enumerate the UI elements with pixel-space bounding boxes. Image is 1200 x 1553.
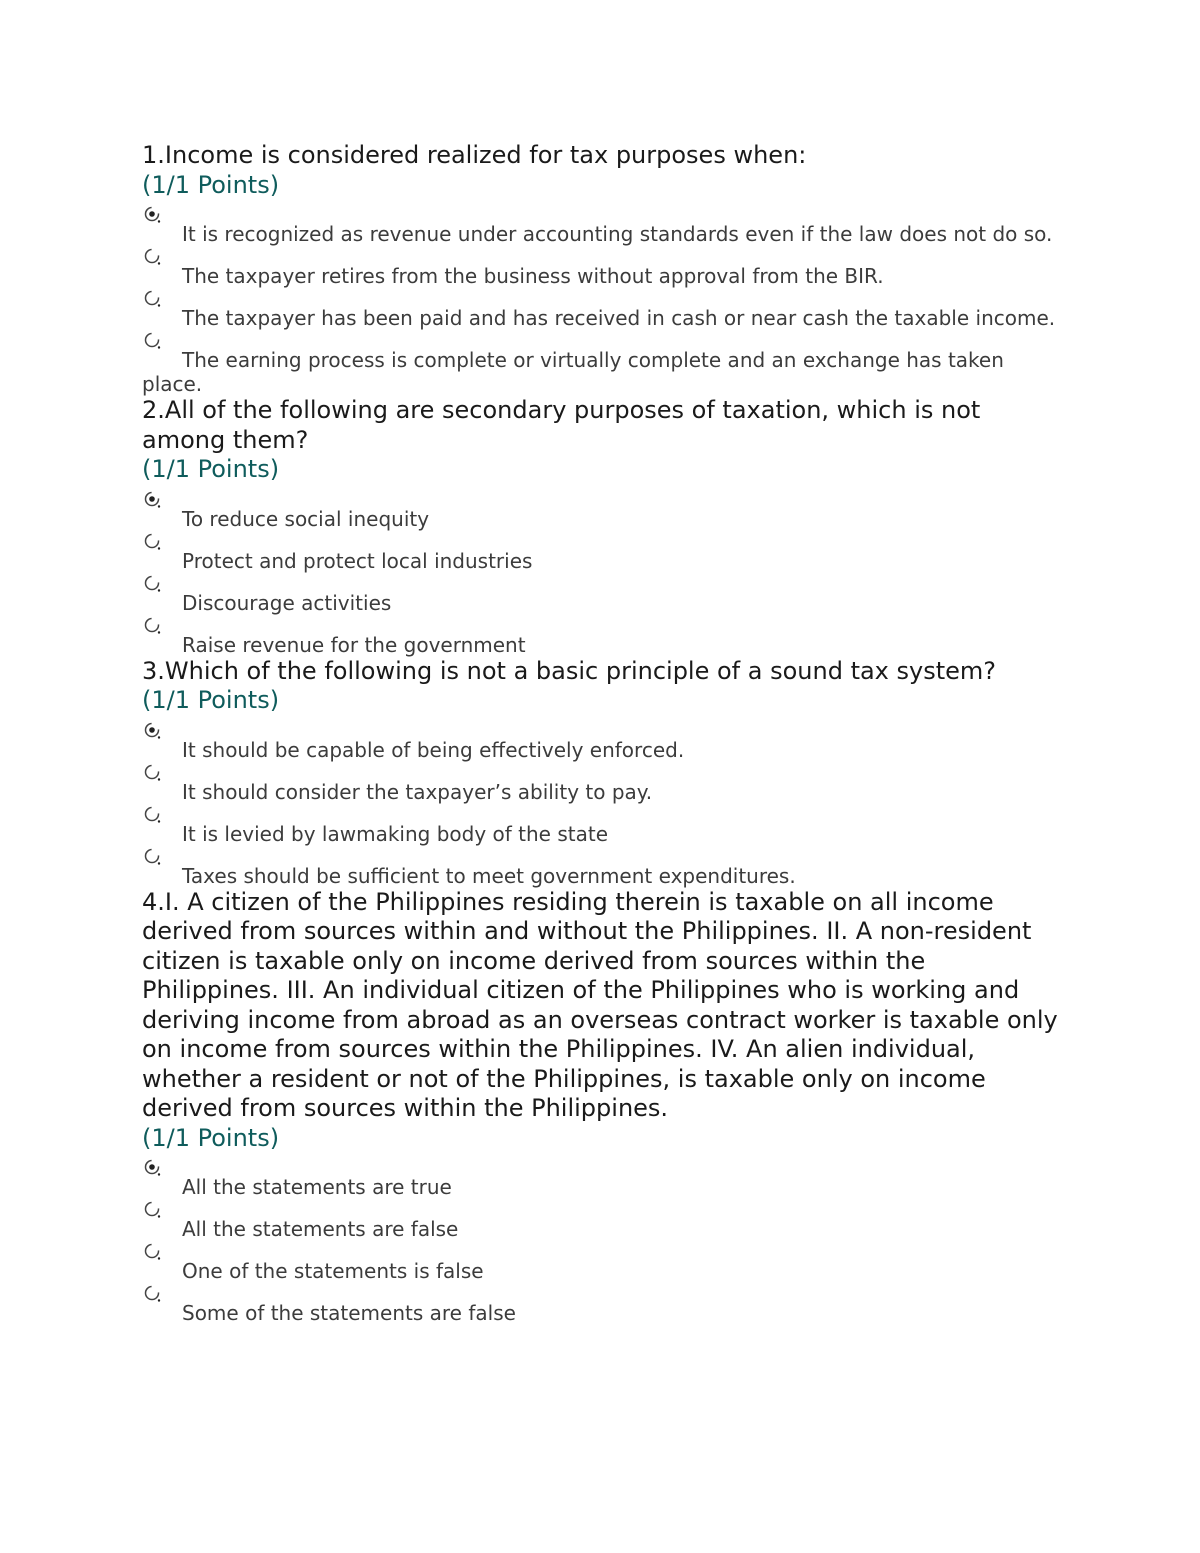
- radio-unchecked-icon[interactable]: [144, 332, 162, 350]
- option-radio[interactable]: [142, 804, 1062, 846]
- question-text: 3.Which of the following is not a basic principle of a sound tax system?: [142, 656, 997, 685]
- option-label: Protect and protect local industries: [182, 548, 533, 573]
- option-label: The taxpayer retires from the business without approval from the BIR.: [182, 264, 884, 288]
- option-radio[interactable]: [142, 1283, 1062, 1325]
- option-label: The earning process is complete or virtually complete and an exchange has taken place.: [142, 348, 1004, 396]
- option-radio[interactable]: [142, 615, 1062, 657]
- option-radio[interactable]: [142, 846, 1062, 888]
- option-radio[interactable]: [142, 288, 1062, 330]
- option-label: Raise revenue for the government: [182, 632, 526, 657]
- radio-checked-icon[interactable]: [144, 206, 162, 224]
- option-label: To reduce social inequity: [182, 506, 430, 531]
- option-radio[interactable]: [142, 246, 1062, 288]
- option-label: All the statements are false: [182, 1217, 459, 1241]
- option-label: One of the statements is false: [182, 1259, 484, 1283]
- radio-unchecked-icon[interactable]: [144, 1201, 162, 1219]
- points-label: (1/1 Points): [142, 170, 280, 199]
- question-text: 1.Income is considered realized for tax purposes when:: [142, 141, 807, 169]
- option-label: All the statements are true: [182, 1175, 452, 1199]
- radio-unchecked-icon[interactable]: [144, 848, 162, 866]
- question-3: [142, 657, 1062, 888]
- points-label: (1/1 Points): [142, 455, 280, 483]
- option-radio-selected[interactable]: [142, 720, 1062, 762]
- radio-unchecked-icon[interactable]: [144, 1285, 162, 1303]
- option-label: The taxpayer has been paid and has received in cash or near cash the taxable income.: [182, 306, 1056, 330]
- radio-checked-icon[interactable]: [144, 1159, 162, 1177]
- option-radio[interactable]: [142, 1199, 1062, 1241]
- option-radio[interactable]: [142, 330, 1062, 396]
- option-label: Discourage activities: [182, 590, 392, 615]
- option-label: It is recognized as revenue under accounting standards even if the law does not do so.: [182, 222, 1053, 246]
- option-radio[interactable]: [142, 531, 1062, 573]
- points-label: (1/1 Points): [142, 1123, 280, 1152]
- radio-unchecked-icon[interactable]: [144, 248, 162, 266]
- radio-unchecked-icon[interactable]: [144, 1243, 162, 1261]
- option-label: It is levied by lawmaking body of the state: [182, 821, 609, 846]
- radio-unchecked-icon[interactable]: [144, 290, 162, 308]
- option-label: It should be capable of being effectively enforced.: [182, 737, 685, 762]
- option-label: Taxes should be sufficient to meet government expenditures.: [182, 863, 796, 888]
- option-radio-selected[interactable]: [142, 204, 1062, 246]
- option-label: Some of the statements are false: [182, 1301, 516, 1325]
- option-radio[interactable]: [142, 762, 1062, 804]
- question-2: [142, 396, 1062, 657]
- radio-unchecked-icon[interactable]: [144, 617, 162, 635]
- question-4: [142, 888, 1062, 1326]
- radio-unchecked-icon[interactable]: [144, 764, 162, 782]
- option-radio-selected[interactable]: [142, 1157, 1062, 1199]
- question-1: [142, 141, 1062, 396]
- option-radio-selected[interactable]: [142, 489, 1062, 531]
- radio-unchecked-icon[interactable]: [144, 806, 162, 824]
- option-radio[interactable]: [142, 1241, 1062, 1283]
- quiz-page: [142, 141, 1062, 1325]
- option-label: It should consider the taxpayer’s ability to pay.: [182, 779, 653, 804]
- radio-checked-icon[interactable]: [144, 491, 162, 509]
- radio-unchecked-icon[interactable]: [144, 533, 162, 551]
- question-text: 4.I. A citizen of the Philippines residing therein is taxable on all income derived from sources within and without the Philippines. II. A non-resident citizen is taxable only on income derived from sources within the Philippines. III. An individual citizen of the Philippines who is working and deriving income from abroad as an overseas contract worker is taxable only on income from sources within the Philippines. IV. An alien individual, whether a resident or not of the Philippines, is taxable only on income derived from sources within the Philippines.: [142, 887, 1058, 1122]
- option-radio[interactable]: [142, 573, 1062, 615]
- points-label: (1/1 Points): [142, 686, 280, 714]
- radio-checked-icon[interactable]: [144, 722, 162, 740]
- radio-unchecked-icon[interactable]: [144, 575, 162, 593]
- question-text: 2.All of the following are secondary purposes of taxation, which is not among them?: [142, 396, 981, 454]
